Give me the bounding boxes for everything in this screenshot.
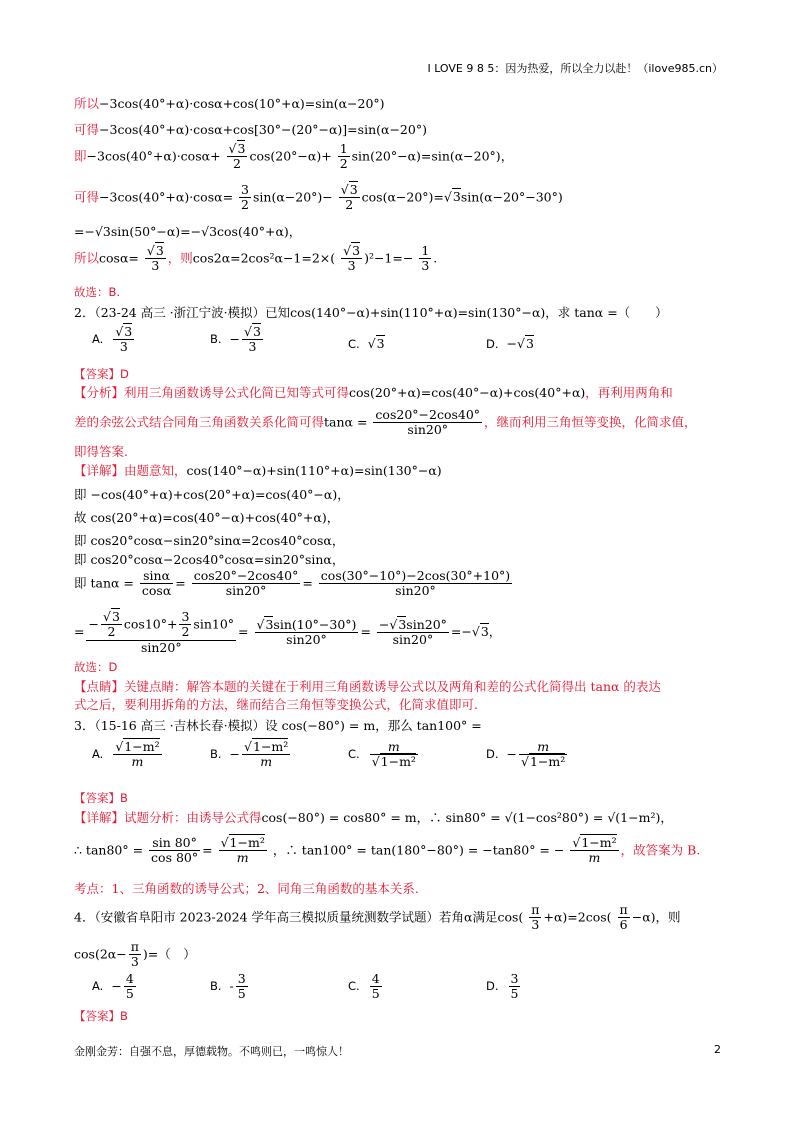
q2-answer: 【答案】D: [74, 367, 129, 381]
q4-option-b[interactable]: B. - $\frac{3}{5}$: [210, 971, 246, 1002]
q2-option-c[interactable]: C. √3: [348, 336, 385, 351]
page-footer-motto: 金刚金芳：自强不息，厚德载物。不鸣则已，一鸣惊人！: [74, 1045, 349, 1058]
q2-tip-2: 式之后，要利用拆角的方法，继而结合三角恒等变换公式，化简求值即可.: [74, 697, 478, 712]
q3-option-a[interactable]: A. $\frac{\text{√1−m²}}{m}$: [92, 739, 160, 770]
q4-option-a[interactable]: A. − $\frac{4}{5}$: [92, 971, 134, 1002]
q1-line3: 即−3cos(40°+α)·cosα+ $\frac{√3}{2}$ cos(20°−α)+ $\frac{1}{2}$ sin(20°−α)=sin(α−20°)，: [74, 141, 514, 172]
q1-line1: 所以−3cos(40°+α)·cosα+cos(10°+α)=sin(α−20°): [74, 96, 385, 111]
q3-option-d[interactable]: D. − $\frac{m}{\text{√1−m²}}$: [486, 739, 566, 770]
q3-detail-1: 【详解】试题分析：由诱导公式得cos(−80°) = cos80° = m，∴ sin80° = √(1−cos²80°) = √(1−m²)，: [74, 810, 673, 825]
q1-line5: =−√3sin(50°−α)=−√3cos(40°+α)，: [74, 224, 302, 239]
page-header: I LOVE 9 8 5：因为热爱，所以全力以赴！（ilove985.cn）: [427, 62, 723, 75]
q2-stem: 2．（23-24 高三 ·浙江宁波·模拟）已知cos(140°−α)+sin(110°+α)=sin(130°−α)，求 tanα =（ ）: [74, 305, 668, 320]
q2-tip-1: 【点睛】关键点睛：解答本题的关键在于利用三角函数诱导公式以及两角和差的公式化简得出 tanα 的表达: [74, 679, 661, 694]
q2-detail-6: = − $\frac{√3}{2}$ cos10°+ $\frac{3}{2}$ sin10° sin20° = $\frac{√3\sin(10^\circ-30^\circ)}{\sin 20^\circ}$ = $\frac{-√3\sin 20^\circ}{\sin 20^\circ}$ =−√3，: [74, 609, 502, 655]
q1-line6: 所以cosα= $\frac{√3}{3}$ ，则cos2α=2cos²α−1=2×( $\frac{√3}{3}$ )²−1=− $\frac{1}{3}$ .: [74, 243, 438, 274]
q2-option-d[interactable]: D. −√3: [486, 336, 534, 351]
q3-detail-2: ∴ tan80° = $\frac{\sin 80^\circ}{\cos 80^\circ}$ = $\frac{\text{√1−m²}}{m}$ ，∴ tan100° = tan(180°−80°) = −tan80° = − $\frac{\text{√1−m²}}{m}$ ，故答案为 B.: [74, 835, 701, 866]
q3-option-b[interactable]: B. − $\frac{\text{√1−m²}}{m}$: [210, 739, 289, 770]
q2-detail-5: 即 tanα = $\frac{\sin\alpha}{\cos\alpha}$ = $\frac{\cos 20^\circ-2\cos 40^\circ}{\sin 20^\circ}$ = $\frac{\cos(30^\circ-10^\circ)-2\cos(30^\circ+10^\circ)}{\sin 20^\circ}$: [74, 568, 511, 599]
q1-line4: 可得−3cos(40°+α)·cosα= $\frac{3}{2}$ sin(α−20°)− $\frac{√3}{2}$ cos(α−20°)=√3sin(α−20°−30°): [74, 182, 563, 213]
q4-stem-1: 4．（安徽省阜阳市 2023-2024 学年高三模拟质量统测数学试题）若角α满足cos( $\frac{\pi}{3}$ +α)=2cos( $\frac{\pi}{6}$ −α)，则: [74, 902, 681, 933]
q4-answer: 【答案】B: [74, 1009, 128, 1023]
page-number: 2: [714, 1043, 721, 1056]
q2-detail-1: 即 −cos(40°+α)+cos(20°+α)=cos(40°−α)，: [74, 487, 350, 502]
q2-detail-2: 故 cos(20°+α)=cos(40°−α)+cos(40°+α)，: [74, 510, 340, 525]
q4-option-d[interactable]: D. $\frac{3}{5}$: [486, 971, 519, 1002]
q2-detail-3: 即 cos20°cosα−sin20°sinα=2cos40°cosα，: [74, 533, 345, 548]
q3-option-c[interactable]: C. $\frac{m}{\text{√1−m²}}$: [348, 739, 416, 770]
q4-option-c[interactable]: C. $\frac{4}{5}$: [348, 971, 380, 1002]
q1-formula1: −3cos(40°+α)·cosα+cos(10°+α)=sin(α−20°): [99, 96, 385, 111]
q4-stem-2: cos(2α− $\frac{\pi}{3}$ )=（ ）: [74, 939, 196, 970]
q1-line2: 可得−3cos(40°+α)·cosα+cos[30°−(20°−α)]=sin(α−20°): [74, 122, 427, 137]
q2-detail-head: 【详解】由题意知，cos(140°−α)+sin(110°+α)=sin(130°−α): [74, 463, 442, 478]
q2-option-b[interactable]: B. − $\frac{√3}{3}$: [210, 324, 261, 355]
q3-stem: 3．（15-16 高三 ·吉林长春·模拟）设 cos(−80°) = m，那么 tan100° =: [74, 718, 482, 733]
q2-analysis-3: 即得答案.: [74, 444, 128, 459]
q2-analysis-1: 【分析】利用三角函数诱导公式化简已知等式可得cos(20°+α)=cos(40°−α)+cos(40°+α)，再利用两角和: [74, 385, 673, 400]
q1-choose: 故选：B.: [74, 285, 121, 299]
q2-choose: 故选：D: [74, 660, 118, 674]
q2-analysis-2: 差的余弦公式结合同角三角函数关系化简可得tanα = $\frac{\cos 20^\circ-2\cos 40^\circ}{\sin 20^\circ}$ ，继而利用三角恒等变换，化简求值，: [74, 407, 697, 438]
q2-detail-4: 即 cos20°cosα−2cos40°cosα=sin20°sinα，: [74, 552, 345, 567]
q3-point: 考点：1、三角函数的诱导公式；2、同角三角函数的基本关系.: [74, 881, 419, 896]
q3-answer: 【答案】B: [74, 791, 128, 805]
q2-option-a[interactable]: A. $\frac{√3}{3}$: [92, 324, 133, 355]
